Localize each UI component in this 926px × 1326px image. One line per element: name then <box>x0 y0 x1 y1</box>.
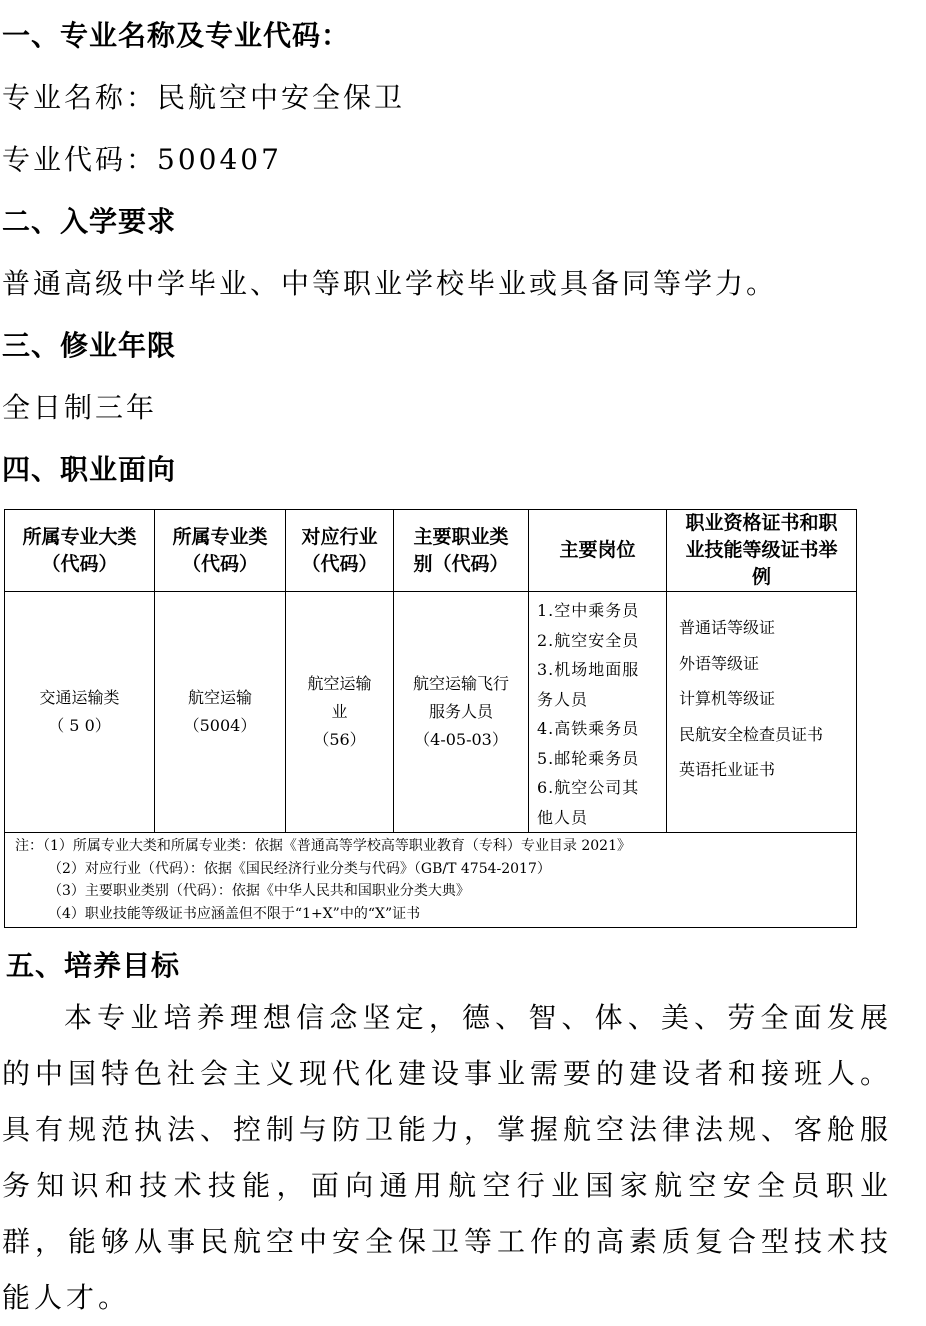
certificates-cell <box>667 592 857 833</box>
section-2-heading: 二、入学要求 <box>2 205 177 238</box>
list-item: 普通话等级证 <box>679 618 776 637</box>
table-notes-row <box>5 833 857 928</box>
list-item: 3.机场地面服 <box>537 660 640 679</box>
notes-cell <box>5 833 857 928</box>
section-4-heading: 四、职业面向 <box>2 453 177 486</box>
header-cell: 主要岗位 <box>529 510 667 592</box>
header-cell: 所属专业大类 （代码） <box>5 510 155 592</box>
note-line: （2）对应行业（代码）：依据《国民经济行业分类与代码》（GB/T 4754-2017） <box>48 860 551 877</box>
note-line: （4）职业技能等级证书应涵盖但不限于“1+X”中的“X”证书 <box>48 905 421 922</box>
list-item: 1.空中乘务员 <box>537 601 640 620</box>
study-duration: 全日制三年 <box>2 391 158 424</box>
list-item: 计算机等级证 <box>679 689 776 708</box>
industry-cell: 航空运输 业 （56） <box>286 592 394 833</box>
major-name: 专业名称：民航空中安全保卫 <box>2 81 406 114</box>
header-cell: 对应行业 （代码） <box>286 510 394 592</box>
note-line: （3）主要职业类别（代码）：依据《中华人民共和国职业分类大典》 <box>48 883 470 899</box>
occupation-cell: 航空运输飞行 服务人员 （4-05-03） <box>394 592 529 833</box>
header-cell: 职业资格证书和职 业技能等级证书举 例 <box>667 510 857 592</box>
list-item: 5.邮轮乘务员 <box>537 748 640 768</box>
career-orientation-table <box>4 509 857 928</box>
note-line: 注：（1）所属专业大类和所属专业类：依据《普通高等学校高等职业教育（专科）专业目录 2021》 <box>15 838 631 854</box>
list-item: 2.航空安全员 <box>537 630 640 650</box>
list-item: 6.航空公司其 <box>537 778 640 797</box>
major-code: 专业代码：500407 <box>2 143 282 176</box>
header-cell: 主要职业类 别（代码） <box>394 510 529 592</box>
list-item: 民航安全检查员证书 <box>679 724 824 744</box>
entry-requirement: 普通高级中学毕业、中等职业学校毕业或具备同等学力。 <box>2 267 778 300</box>
list-item: 英语托业证书 <box>679 760 776 779</box>
table-header-row <box>5 510 857 592</box>
list-item: 外语等级证 <box>679 653 760 673</box>
positions-cell <box>529 592 667 833</box>
list-item: 4.高铁乘务员 <box>537 719 640 738</box>
section-1-heading: 一、专业名称及专业代码： <box>2 19 351 52</box>
subcategory-cell: 航空运输 （5004） <box>155 592 286 833</box>
section-3-heading: 三、修业年限 <box>2 329 177 362</box>
table-row <box>5 592 857 833</box>
header-cell: 所属专业类 （代码） <box>155 510 286 592</box>
category-cell: 交通运输类 （ 5 0） <box>5 592 155 833</box>
section-5-heading: 五、培养目标 <box>6 949 181 982</box>
list-item: 他人员 <box>537 807 589 827</box>
list-item: 务人员 <box>537 689 589 709</box>
training-objective: 本专业培养理想信念坚定，德、智、体、美、劳全面发展的中国特色社会主义现代化建设事业需要的建设者和接班人。具有规范执法、控制与防卫能力，掌握航空法律法规、客舱服务知识和技术技能，面向通用航空行业国家航空安全员职业群，能够从事民航空中安全保卫等工作的高素质复合型技术技能人才。 <box>2 1001 892 1314</box>
